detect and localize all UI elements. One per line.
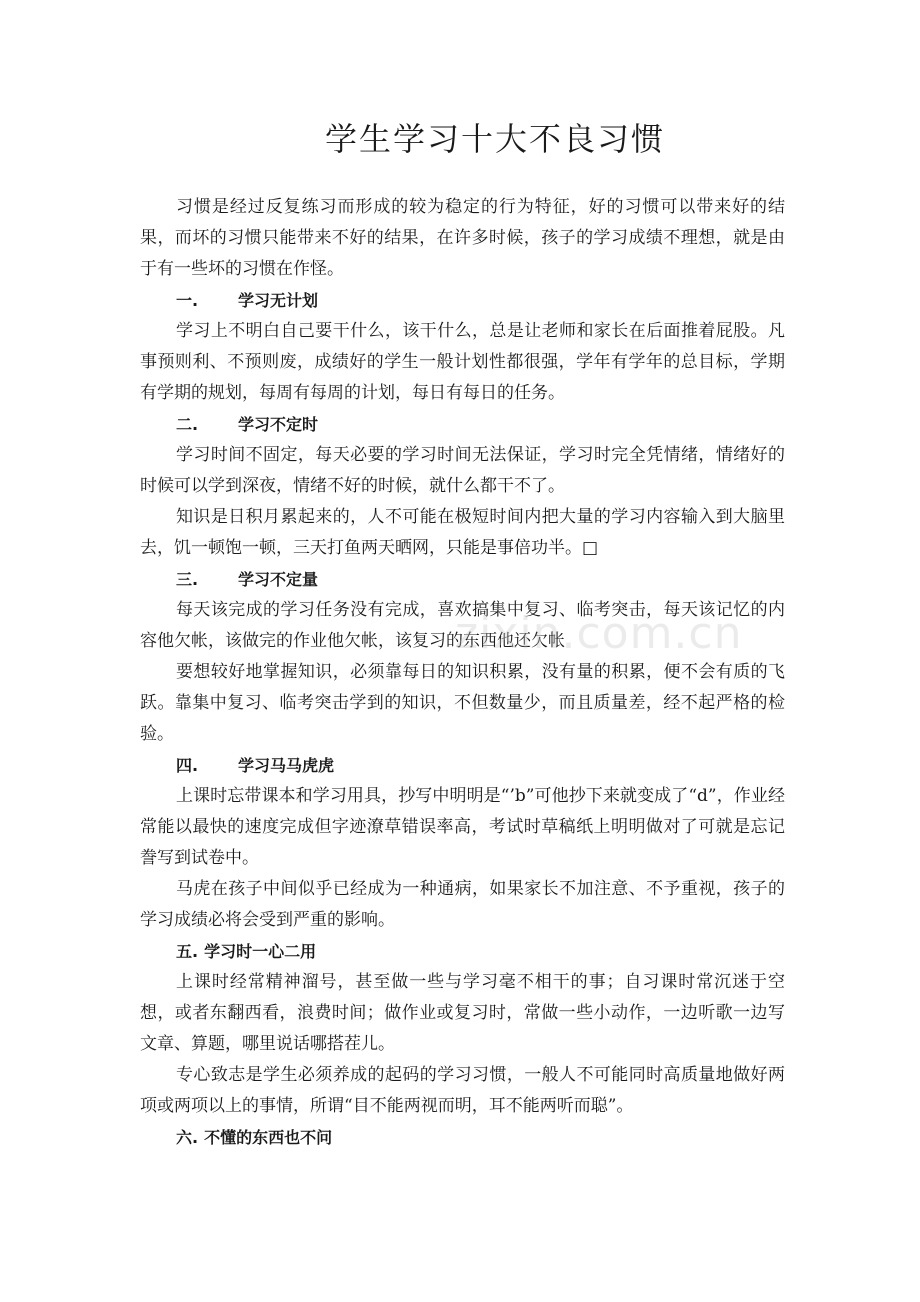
section-heading-5 — [140, 936, 785, 967]
section-title: 学习无计划 — [238, 291, 319, 310]
section-number: 一. — [176, 291, 199, 310]
document-body — [140, 192, 785, 1153]
section-title: 学习马马虎虎 — [238, 756, 335, 775]
section-number: 三. — [176, 570, 199, 589]
section-number: 六. — [176, 1128, 199, 1147]
section-title: 学习不定量 — [238, 570, 319, 589]
section-1-paragraph-1: 学习上不明白自己要干什么，该干什么，总是让老师和家长在后面推着屁股。凡事预则利、不预则废，成绩好的学生一般计划性都很强，学年有学年的总目标，学期有学期的规划，每周有每周的计划，每日有每日的任务。 — [140, 321, 785, 403]
section-4-paragraph-2: 马虎在孩子中间似乎已经成为一种通病，如果家长不加注意、不予重视，孩子的学习成绩必将会受到严重的影响。 — [140, 879, 785, 930]
section-heading-4 — [140, 750, 785, 781]
section-5-paragraph-1: 上课时经常精神溜号，甚至做一些与学习毫不相干的事；自习课时常沉迷于空想，或者东翻西看，浪费时间；做作业或复习时，常做一些小动作，一边听歌一边写文章、算题，哪里说话哪搭茬儿。 — [140, 972, 785, 1054]
section-title: 不懂的东西也不问 — [204, 1128, 333, 1147]
section-number: 五. — [176, 942, 199, 961]
section-heading-6 — [140, 1122, 785, 1153]
document-title: 学生学习十大不良习惯 — [324, 120, 665, 158]
section-2-paragraph-1: 学习时间不固定，每天必要的学习时间无法保证，学习时完全凭情绪，情绪好的时候可以学到深夜，情绪不好的时候，就什么都干不了。 — [140, 445, 785, 496]
section-number: 二. — [176, 415, 199, 434]
section-heading-2 — [140, 409, 785, 440]
section-2-paragraph-2: 知识是日积月累起来的，人不可能在极短时间内把大量的学习内容输入到大脑里去，饥一顿饱一顿，三天打鱼两天晒网，只能是事倍功半。□ — [140, 507, 785, 558]
watermark: zixin.com.cn — [455, 608, 743, 659]
section-3-paragraph-1: 每天该完成的学习任务没有完成，喜欢搞集中复习、临考突击，每天该记忆的内容他欠帐，该做完的作业他欠帐，该复习的东西他还欠帐 — [140, 600, 785, 651]
section-title: 学习时一心二用 — [204, 942, 317, 961]
section-heading-3 — [140, 564, 785, 595]
section-3-paragraph-2: 要想较好地掌握知识，必须靠每日的知识积累，没有量的积累，便不会有质的飞跃。靠集中复习、临考突击学到的知识，不但数量少，而且质量差，经不起严格的检验。 — [140, 662, 785, 744]
intro-paragraph: 习惯是经过反复练习而形成的较为稳定的行为特征，好的习惯可以带来好的结果，而坏的习惯只能带来不好的结果，在许多时候，孩子的学习成绩不理想，就是由于有一些坏的习惯在作怪。 — [140, 197, 785, 279]
section-number: 四. — [176, 756, 199, 775]
section-heading-1 — [140, 285, 785, 316]
section-title: 学习不定时 — [238, 415, 319, 434]
section-5-paragraph-2: 专心致志是学生必须养成的起码的学习习惯，一般人不可能同时高质量地做好两项或两项以上的事情，所谓“目不能两视而明，耳不能两听而聪”。 — [140, 1065, 785, 1116]
section-4-paragraph-1: 上课时忘带课本和学习用具，抄写中明明是“’b”可他抄下来就变成了“d”，作业经常能以最快的速度完成但字迹潦草错误率高，考试时草稿纸上明明做对了可就是忘记誊写到试卷中。 — [140, 786, 785, 868]
